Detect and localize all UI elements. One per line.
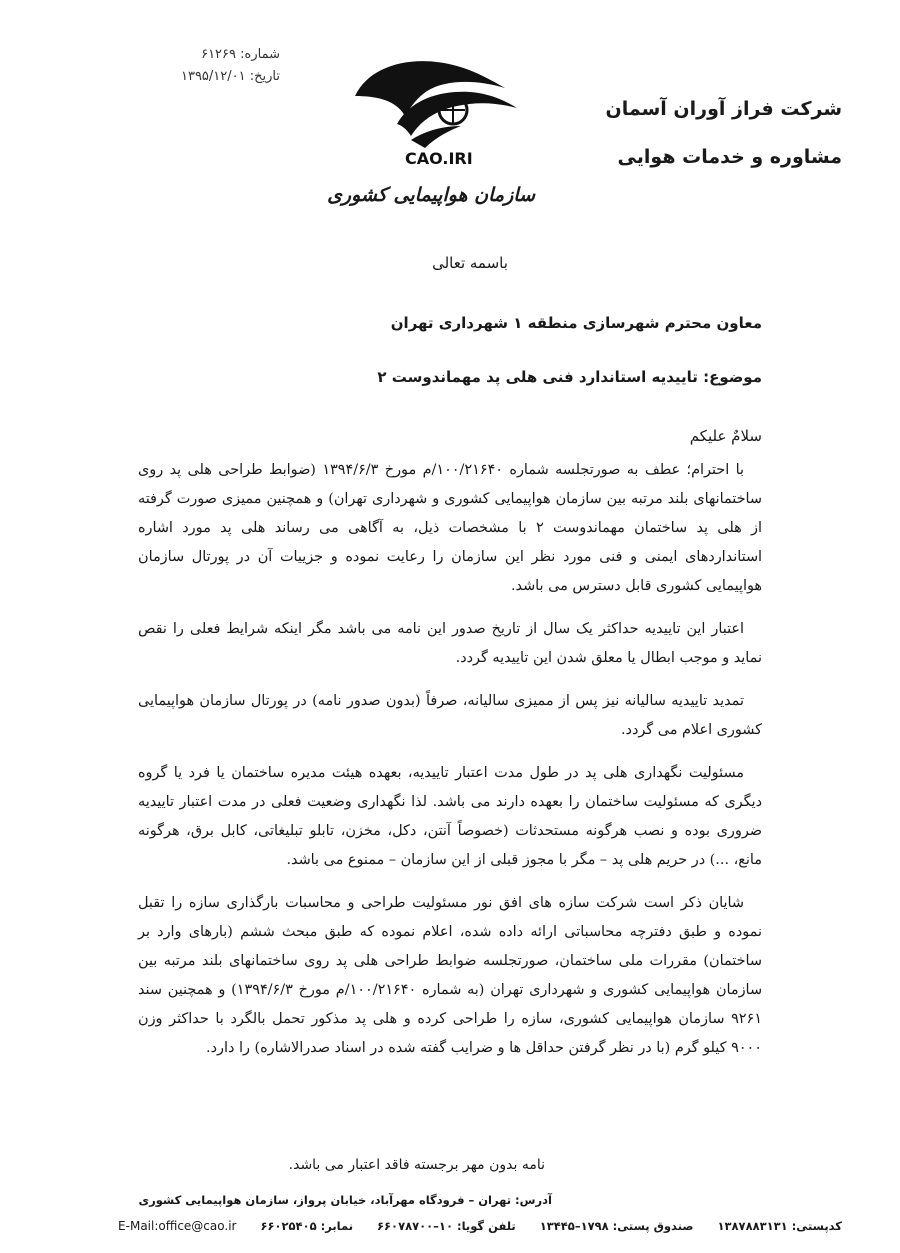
paragraph: با احترام؛ عطف به صورتجلسه شماره ۱۰۰/۲۱۶۴۰/م مورخ ۱۳۹۴/۶/۳ (ضوابط طراحی هلی پد روی ساختمانهای بلند مرتبه بین سازمان هواپیمایی کشوری و شهرداری تهران) و همچنین ممیزی صورت گرفته از هلی پد ساختمان مهماندوست ۲ با مشخصات ذیل، به آگاهی می رساند هلی پد مورد اشاره استانداردهای ایمنی و فنی مورد نظر این سازمان را رعایت نموده و جزییات آن در پورتال سازمان هواپیمایی کشوری قابل دسترس می باشد. bbox=[138, 462, 762, 594]
footer-fax: نمابر: ۶۶۰۲۵۴۰۵ bbox=[260, 1219, 354, 1233]
paragraph: تمدید تاییدیه سالیانه نیز پس از ممیزی سالیانه، صرفاً (بدون صدور نامه) در پورتال سازمان هواپیمایی کشوری اعلام می گردد. bbox=[138, 693, 762, 738]
organization-name: سازمان هواپیمایی کشوری bbox=[327, 184, 535, 206]
company-name: شرکت فراز آوران آسمان bbox=[605, 98, 842, 120]
reference-date bbox=[130, 66, 280, 88]
reference-date-label: تاریخ: bbox=[249, 69, 280, 84]
subject: موضوع: تاییدیه استاندارد فنی هلی پد مهماندوست ۲ bbox=[377, 368, 762, 386]
stamp-notice: نامه بدون مهر برجسته فاقد اعتبار می باشد. bbox=[288, 1157, 545, 1173]
paragraph: شایان ذکر است شرکت سازه های افق نور مسئولیت طراحی و محاسبات بارگذاری سازه را تقبل نموده و طبق دفترچه محاسباتی ارائه داده شده، اعلام نموده که طبق مبحث ششم (بارهای وارد بر ساختمان) مقررات ملی ساختمان، صورتجلسه ضوابط طراحی هلی پد روی ساختمانهای بلند مرتبه بین سازمان هواپیمایی کشوری و شهرداری تهران (به شماره ۱۰۰/۲۱۶۴۰/م مورخ ۱۳۹۴/۶/۳) و همچنین سند ۹۲۶۱ سازمان هواپیمایی کشوری، سازه را طراحی کرده و هلی پد مذکور تحمل بالگرد با حداکثر وزن ۹۰۰۰ کیلو گرم (با در نظر گرفتن حداقل ها و ضرایب گفته شده در اسناد صدرالاشاره) را دارد. bbox=[138, 895, 762, 1056]
recipient: معاون محترم شهرسازی منطقه ۱ شهرداری تهران bbox=[390, 314, 762, 332]
footer-po-box: صندوق پستی: ۱۷۹۸–۱۳۴۴۵ bbox=[539, 1219, 694, 1233]
basmala: باسمه تعالی bbox=[432, 254, 508, 272]
paragraph: اعتبار این تاییدیه حداکثر یک سال از تاریخ صدور این نامه می باشد مگر اینکه شرایط فعلی را نقص نماید و موجب ابطال یا معلق شدن این تاییدیه گردد. bbox=[138, 621, 762, 666]
cao-logo bbox=[327, 36, 535, 206]
footer-phone: تلفن گویا: ۱۰–۶۶۰۷۸۷۰۰ bbox=[377, 1219, 516, 1233]
greeting: سلامٌ علیکم bbox=[689, 427, 762, 445]
footer-postal-code: کدپستی: ۱۳۸۷۸۸۳۱۳۱ bbox=[717, 1219, 842, 1233]
reference-number-value: ۶۱۲۶۹ bbox=[201, 47, 237, 62]
reference-number bbox=[130, 44, 280, 66]
cao-acronym: CAO.IRI bbox=[405, 149, 473, 168]
footer-email[interactable]: E-Mail:office@cao.ir bbox=[118, 1219, 237, 1233]
footer bbox=[118, 1187, 842, 1239]
footer-address: آدرس: تهران – فرودگاه مهرآباد، خیابان پرواز، سازمان هواپیمایی کشوری bbox=[138, 1193, 552, 1207]
footer-contact-row bbox=[118, 1213, 842, 1239]
company-tagline: مشاوره و خدمات هوایی bbox=[617, 146, 842, 168]
letter-body bbox=[138, 456, 762, 1077]
paragraph: مسئولیت نگهداری هلی پد در طول مدت اعتبار تاییدیه، بعهده هیئت مدیره ساختمان یا فرد یا گروه دیگری که مسئولیت ساختمان را بعهده دارند می باشد. لذا نگهداری وضعیت فعلی در مدت اعتبار تاییدیه ضروری بوده و نصب هرگونه مستحدثات (خصوصاً آنتن، دکل، مخزن، تابلو تبلیغاتی، کابل برق، هرگونه مانع، ...) در حریم هلی پد – مگر با مجوز قبلی از این سازمان – ممنوع می باشد. bbox=[138, 765, 762, 868]
reference-date-value: ۱۳۹۵/۱۲/۰۱ bbox=[180, 69, 246, 84]
reference-block bbox=[130, 44, 280, 88]
reference-number-label: شماره: bbox=[240, 47, 280, 62]
cao-emblem-icon bbox=[345, 36, 535, 184]
company-header bbox=[582, 85, 842, 181]
